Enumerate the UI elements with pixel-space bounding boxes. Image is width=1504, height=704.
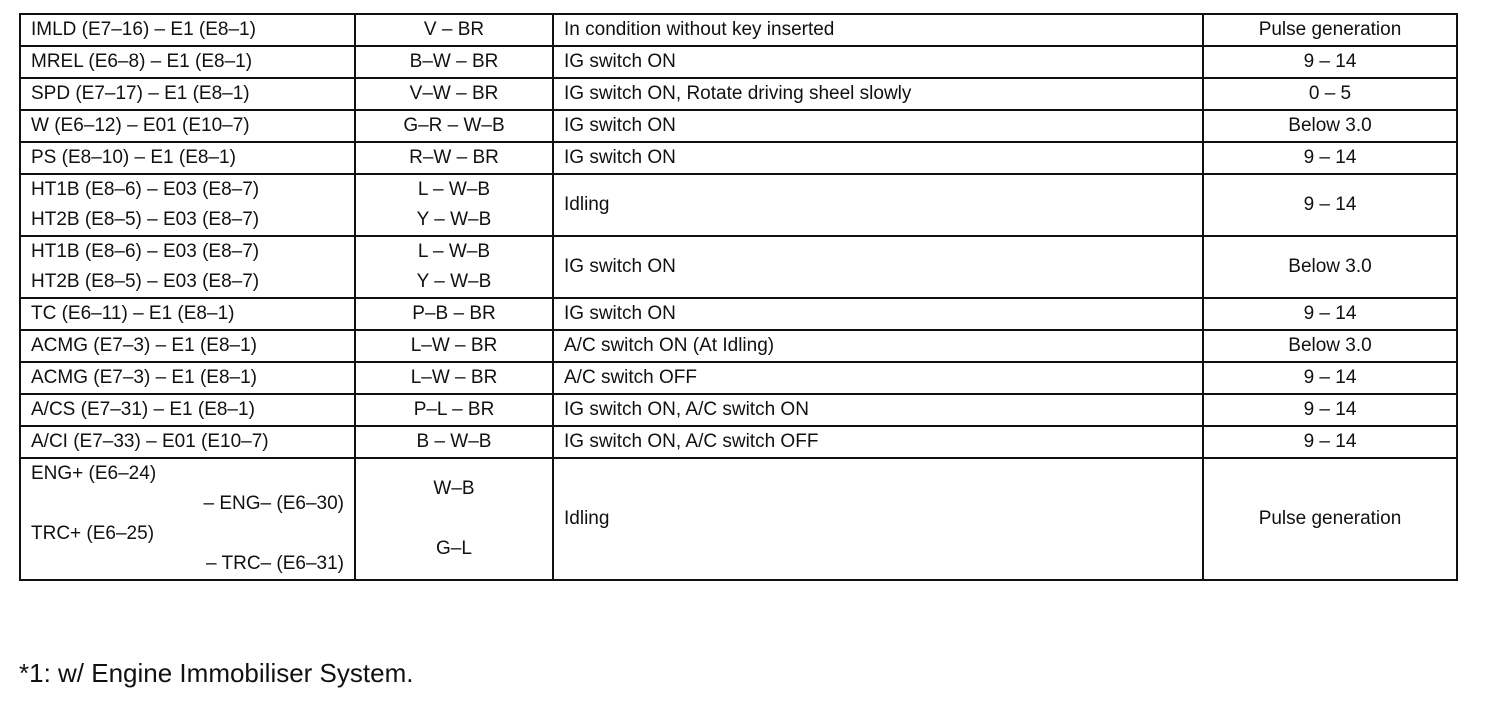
terminal-inspection-table (19, 13, 1458, 581)
wiring-line: P–B – BR (412, 303, 496, 324)
condition-cell: A/C switch ON (At Idling) (553, 330, 1203, 362)
table-row (20, 78, 1457, 110)
specified-condition-cell: 9 – 14 (1203, 362, 1457, 394)
wiring-line: L–W – BR (410, 335, 498, 356)
terminal-cell (20, 330, 355, 362)
wiring-line: V–W – BR (409, 83, 499, 104)
table-row (20, 236, 1457, 298)
wiring-line: B–W – BR (409, 51, 499, 72)
terminal-line: W (E6–12) – E01 (E10–7) (31, 115, 250, 136)
terminal-line: A/CI (E7–33) – E01 (E10–7) (31, 431, 269, 452)
table-row (20, 330, 1457, 362)
wiring-color-cell (355, 110, 553, 142)
condition-cell: IG switch ON (553, 142, 1203, 174)
terminal-line: TRC+ (E6–25) (31, 523, 155, 544)
specified-condition-cell: Pulse generation (1203, 14, 1457, 46)
wiring-color-cell (355, 46, 553, 78)
terminal-line: – TRC– (E6–31) (206, 553, 344, 574)
terminal-line: MREL (E6–8) – E1 (E8–1) (31, 51, 253, 72)
table-row-last (20, 458, 1457, 580)
wiring-color-cell (355, 458, 553, 580)
terminal-line: HT2B (E8–5) – E03 (E8–7) (31, 271, 260, 292)
terminal-cell (20, 298, 355, 330)
terminal-line: HT2B (E8–5) – E03 (E8–7) (31, 209, 260, 230)
table-row (20, 142, 1457, 174)
terminal-line: ACMG (E7–3) – E1 (E8–1) (31, 335, 257, 356)
wiring-line: L–W – BR (410, 367, 498, 388)
condition-cell: Idling (553, 174, 1203, 236)
specified-condition-cell: 9 – 14 (1203, 394, 1457, 426)
wiring-color-cell (355, 142, 553, 174)
terminal-cell (20, 142, 355, 174)
terminal-cell (20, 174, 355, 236)
specified-condition-cell: 9 – 14 (1203, 46, 1457, 78)
wiring-line: P–L – BR (413, 399, 495, 420)
wiring-color-cell (355, 362, 553, 394)
footnote: *1: w/ Engine Immobiliser System. (19, 658, 414, 688)
condition-cell: IG switch ON (553, 236, 1203, 298)
wiring-color-cell (355, 298, 553, 330)
wiring-line: G–L (436, 538, 472, 559)
terminal-cell (20, 394, 355, 426)
table-row (20, 174, 1457, 236)
table-row (20, 14, 1457, 46)
terminal-line: HT1B (E8–6) – E03 (E8–7) (31, 179, 260, 200)
wiring-line: B – W–B (416, 431, 492, 452)
wiring-color-cell (355, 174, 553, 236)
specified-condition-cell: 9 – 14 (1203, 142, 1457, 174)
wiring-line: L – W–B (417, 241, 491, 262)
terminal-cell (20, 236, 355, 298)
terminal-line: – ENG– (E6–30) (203, 493, 344, 514)
terminal-line: ACMG (E7–3) – E1 (E8–1) (31, 367, 257, 388)
terminal-cell (20, 362, 355, 394)
condition-cell: IG switch ON, A/C switch OFF (553, 426, 1203, 458)
specified-condition-cell: 9 – 14 (1203, 426, 1457, 458)
wiring-color-cell (355, 236, 553, 298)
wiring-color-cell (355, 78, 553, 110)
terminal-cell (20, 14, 355, 46)
terminal-line: TC (E6–11) – E1 (E8–1) (31, 303, 235, 324)
terminal-cell (20, 426, 355, 458)
condition-cell: IG switch ON, Rotate driving sheel slowly (553, 78, 1203, 110)
specified-condition-cell: Below 3.0 (1203, 330, 1457, 362)
table-row (20, 110, 1457, 142)
specified-condition-cell: Below 3.0 (1203, 236, 1457, 298)
condition-cell: IG switch ON, A/C switch ON (553, 394, 1203, 426)
specified-condition-cell: 0 – 5 (1203, 78, 1457, 110)
terminal-cell (20, 458, 355, 580)
terminal-cell (20, 110, 355, 142)
terminal-line: HT1B (E8–6) – E03 (E8–7) (31, 241, 260, 262)
wiring-line: Y – W–B (416, 271, 492, 292)
wiring-color-cell (355, 426, 553, 458)
terminal-line: A/CS (E7–31) – E1 (E8–1) (31, 399, 255, 420)
table-row (20, 362, 1457, 394)
wiring-line: R–W – BR (409, 147, 499, 168)
table-row (20, 426, 1457, 458)
terminal-line: IMLD (E7–16) – E1 (E8–1) (31, 19, 256, 40)
wiring-color-cell (355, 330, 553, 362)
terminal-line: PS (E8–10) – E1 (E8–1) (31, 147, 236, 168)
specified-condition-cell: 9 – 14 (1203, 174, 1457, 236)
condition-cell: IG switch ON (553, 110, 1203, 142)
wiring-line: L – W–B (417, 179, 491, 200)
terminal-cell (20, 78, 355, 110)
wiring-color-cell (355, 394, 553, 426)
wiring-line: W–B (433, 478, 475, 499)
condition-cell: Idling (553, 458, 1203, 580)
wiring-color-cell (355, 14, 553, 46)
table-row (20, 46, 1457, 78)
condition-cell: IG switch ON (553, 46, 1203, 78)
specified-condition-cell: Pulse generation (1203, 458, 1457, 580)
condition-cell: IG switch ON (553, 298, 1203, 330)
terminal-line: ENG+ (E6–24) (31, 463, 157, 484)
specified-condition-cell: 9 – 14 (1203, 298, 1457, 330)
specified-condition-cell: Below 3.0 (1203, 110, 1457, 142)
table-row (20, 394, 1457, 426)
condition-cell: In condition without key inserted (553, 14, 1203, 46)
table-row (20, 298, 1457, 330)
table-body (20, 14, 1457, 580)
terminal-cell (20, 46, 355, 78)
wiring-line: Y – W–B (416, 209, 492, 230)
wiring-line: G–R – W–B (403, 115, 505, 136)
wiring-line: V – BR (423, 19, 485, 40)
terminal-line: SPD (E7–17) – E1 (E8–1) (31, 83, 250, 104)
condition-cell: A/C switch OFF (553, 362, 1203, 394)
